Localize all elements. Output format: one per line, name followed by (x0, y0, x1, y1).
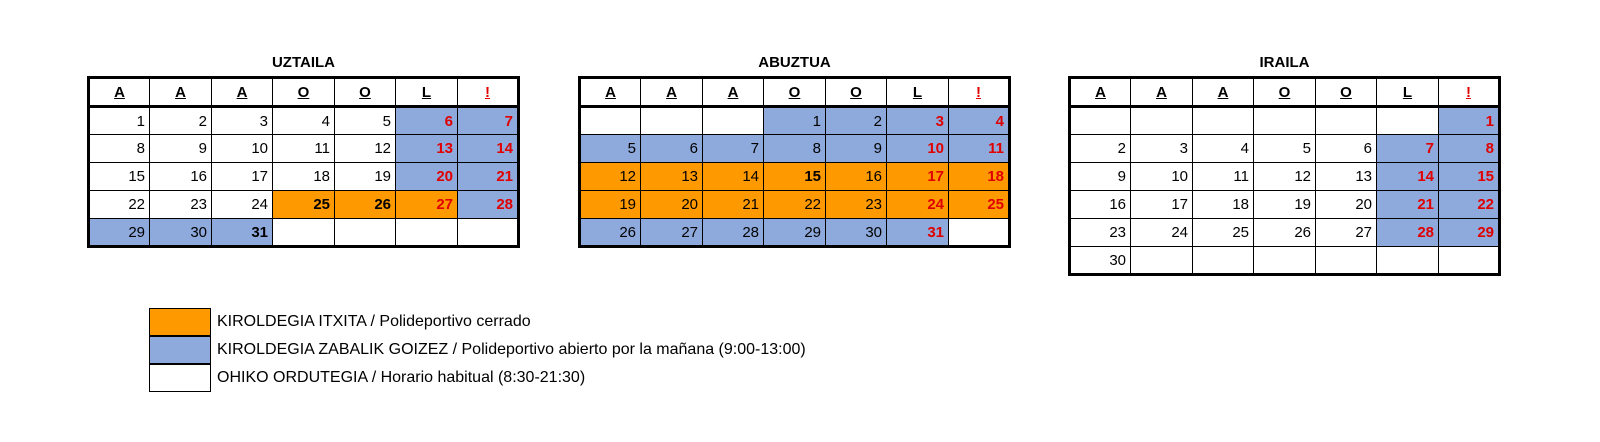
weekday-header: O (1316, 78, 1377, 107)
empty-cell (1131, 107, 1193, 135)
day-cell: 21 (703, 191, 764, 219)
day-cell: 14 (458, 135, 519, 163)
day-cell: 3 (1131, 135, 1193, 163)
weekday-header-row (1070, 78, 1500, 107)
day-cell: 10 (212, 135, 273, 163)
weekday-header: A (641, 78, 703, 107)
day-cell: 26 (1254, 219, 1316, 247)
legend-label: KIROLDEGIA ITXITA / Polideportivo cerrado (217, 313, 531, 330)
empty-cell (580, 107, 641, 135)
day-cell: 15 (89, 163, 150, 191)
day-cell: 8 (1439, 135, 1500, 163)
empty-cell (1439, 247, 1500, 275)
weekday-header: A (580, 78, 641, 107)
day-cell: 7 (703, 135, 764, 163)
day-cell: 20 (396, 163, 458, 191)
day-cell: 12 (580, 163, 641, 191)
day-cell: 12 (1254, 163, 1316, 191)
day-cell: 28 (703, 219, 764, 247)
calendar-table (578, 76, 1011, 248)
day-cell: 31 (212, 219, 273, 247)
empty-cell (949, 219, 1010, 247)
weekday-header-sunday: ! (458, 78, 519, 107)
week-row (89, 107, 519, 135)
weekday-header-sunday: ! (1439, 78, 1500, 107)
week-row (1070, 135, 1500, 163)
day-cell: 25 (1193, 219, 1254, 247)
day-cell: 13 (1316, 163, 1377, 191)
day-cell: 16 (826, 163, 887, 191)
empty-cell (458, 219, 519, 247)
day-cell: 10 (1131, 163, 1193, 191)
day-cell: 24 (212, 191, 273, 219)
week-row (580, 163, 1010, 191)
week-row (1070, 247, 1500, 275)
day-cell: 18 (949, 163, 1010, 191)
day-cell: 26 (580, 219, 641, 247)
day-cell: 19 (1254, 191, 1316, 219)
day-cell: 30 (150, 219, 212, 247)
day-cell: 21 (458, 163, 519, 191)
day-cell: 4 (949, 107, 1010, 135)
day-cell: 27 (641, 219, 703, 247)
weekday-header: A (1131, 78, 1193, 107)
week-row (580, 191, 1010, 219)
day-cell: 27 (1316, 219, 1377, 247)
empty-cell (1254, 247, 1316, 275)
day-cell: 29 (1439, 219, 1500, 247)
weekday-header: A (703, 78, 764, 107)
day-cell: 2 (150, 107, 212, 135)
legend-swatch-blue (149, 336, 211, 364)
weekday-header-sunday: ! (949, 78, 1010, 107)
day-cell: 17 (212, 163, 273, 191)
day-cell: 23 (826, 191, 887, 219)
day-cell: 9 (1070, 163, 1131, 191)
day-cell: 5 (580, 135, 641, 163)
calendar-table (1068, 76, 1501, 276)
day-cell: 31 (887, 219, 949, 247)
weekday-header: L (396, 78, 458, 107)
weekday-header: A (212, 78, 273, 107)
day-cell: 29 (89, 219, 150, 247)
day-cell: 3 (212, 107, 273, 135)
weekday-header: A (89, 78, 150, 107)
weekday-header: A (150, 78, 212, 107)
legend-swatch-white (149, 364, 211, 392)
weekday-header: O (1254, 78, 1316, 107)
week-row (580, 219, 1010, 247)
empty-cell (1193, 107, 1254, 135)
week-row (580, 107, 1010, 135)
empty-cell (273, 219, 335, 247)
calendar-month (578, 54, 1011, 248)
day-cell: 11 (949, 135, 1010, 163)
day-cell: 12 (335, 135, 396, 163)
day-cell: 9 (150, 135, 212, 163)
day-cell: 26 (335, 191, 396, 219)
week-row (89, 191, 519, 219)
day-cell: 2 (1070, 135, 1131, 163)
day-cell: 16 (1070, 191, 1131, 219)
day-cell: 7 (1377, 135, 1439, 163)
day-cell: 13 (396, 135, 458, 163)
day-cell: 11 (273, 135, 335, 163)
day-cell: 6 (396, 107, 458, 135)
day-cell: 18 (1193, 191, 1254, 219)
day-cell: 20 (1316, 191, 1377, 219)
day-cell: 11 (1193, 163, 1254, 191)
empty-cell (1377, 247, 1439, 275)
weekday-header: O (826, 78, 887, 107)
day-cell: 2 (826, 107, 887, 135)
day-cell: 1 (89, 107, 150, 135)
day-cell: 15 (764, 163, 826, 191)
day-cell: 6 (641, 135, 703, 163)
empty-cell (1316, 247, 1377, 275)
day-cell: 30 (1070, 247, 1131, 275)
month-title: ABUZTUA (758, 54, 831, 71)
day-cell: 17 (1131, 191, 1193, 219)
day-cell: 8 (89, 135, 150, 163)
month-title: UZTAILA (271, 54, 336, 71)
day-cell: 4 (1193, 135, 1254, 163)
calendar-month (87, 54, 520, 248)
weekday-header: L (1377, 78, 1439, 107)
empty-cell (703, 107, 764, 135)
day-cell: 18 (273, 163, 335, 191)
weekday-header: O (335, 78, 396, 107)
week-row (89, 219, 519, 247)
legend-label: KIROLDEGIA ZABALIK GOIZEZ / Polideportivo abierto por la mañana (9:00-13:00) (217, 341, 806, 358)
day-cell: 29 (764, 219, 826, 247)
weekday-header: A (1193, 78, 1254, 107)
day-cell: 22 (1439, 191, 1500, 219)
day-cell: 17 (887, 163, 949, 191)
day-cell: 23 (1070, 219, 1131, 247)
empty-cell (396, 219, 458, 247)
day-cell: 1 (1439, 107, 1500, 135)
empty-cell (641, 107, 703, 135)
day-cell: 28 (1377, 219, 1439, 247)
legend-label: OHIKO ORDUTEGIA / Horario habitual (8:30-21:30) (217, 369, 586, 386)
week-row (1070, 219, 1500, 247)
empty-cell (1131, 247, 1193, 275)
day-cell: 6 (1316, 135, 1377, 163)
day-cell: 8 (764, 135, 826, 163)
empty-cell (1254, 107, 1316, 135)
day-cell: 24 (1131, 219, 1193, 247)
day-cell: 9 (826, 135, 887, 163)
day-cell: 23 (150, 191, 212, 219)
day-cell: 25 (273, 191, 335, 219)
day-cell: 27 (396, 191, 458, 219)
day-cell: 19 (580, 191, 641, 219)
empty-cell (1193, 247, 1254, 275)
week-row (1070, 191, 1500, 219)
day-cell: 25 (949, 191, 1010, 219)
weekday-header-row (580, 78, 1010, 107)
day-cell: 15 (1439, 163, 1500, 191)
day-cell: 22 (764, 191, 826, 219)
legend-swatch-orange (149, 308, 211, 336)
calendar-table (87, 76, 520, 248)
empty-cell (335, 219, 396, 247)
day-cell: 16 (150, 163, 212, 191)
weekday-header: O (764, 78, 826, 107)
day-cell: 14 (703, 163, 764, 191)
day-cell: 24 (887, 191, 949, 219)
day-cell: 30 (826, 219, 887, 247)
day-cell: 10 (887, 135, 949, 163)
day-cell: 19 (335, 163, 396, 191)
day-cell: 21 (1377, 191, 1439, 219)
day-cell: 3 (887, 107, 949, 135)
calendar-month (1068, 54, 1501, 276)
day-cell: 1 (764, 107, 826, 135)
day-cell: 5 (335, 107, 396, 135)
weekday-header: A (1070, 78, 1131, 107)
week-row (89, 135, 519, 163)
week-row (1070, 107, 1500, 135)
day-cell: 7 (458, 107, 519, 135)
day-cell: 5 (1254, 135, 1316, 163)
weekday-header-row (89, 78, 519, 107)
day-cell: 28 (458, 191, 519, 219)
empty-cell (1316, 107, 1377, 135)
day-cell: 4 (273, 107, 335, 135)
day-cell: 13 (641, 163, 703, 191)
month-title: IRAILA (1259, 54, 1310, 71)
day-cell: 14 (1377, 163, 1439, 191)
empty-cell (1070, 107, 1131, 135)
day-cell: 20 (641, 191, 703, 219)
weekday-header: L (887, 78, 949, 107)
week-row (89, 163, 519, 191)
weekday-header: O (273, 78, 335, 107)
week-row (1070, 163, 1500, 191)
empty-cell (1377, 107, 1439, 135)
day-cell: 22 (89, 191, 150, 219)
week-row (580, 135, 1010, 163)
